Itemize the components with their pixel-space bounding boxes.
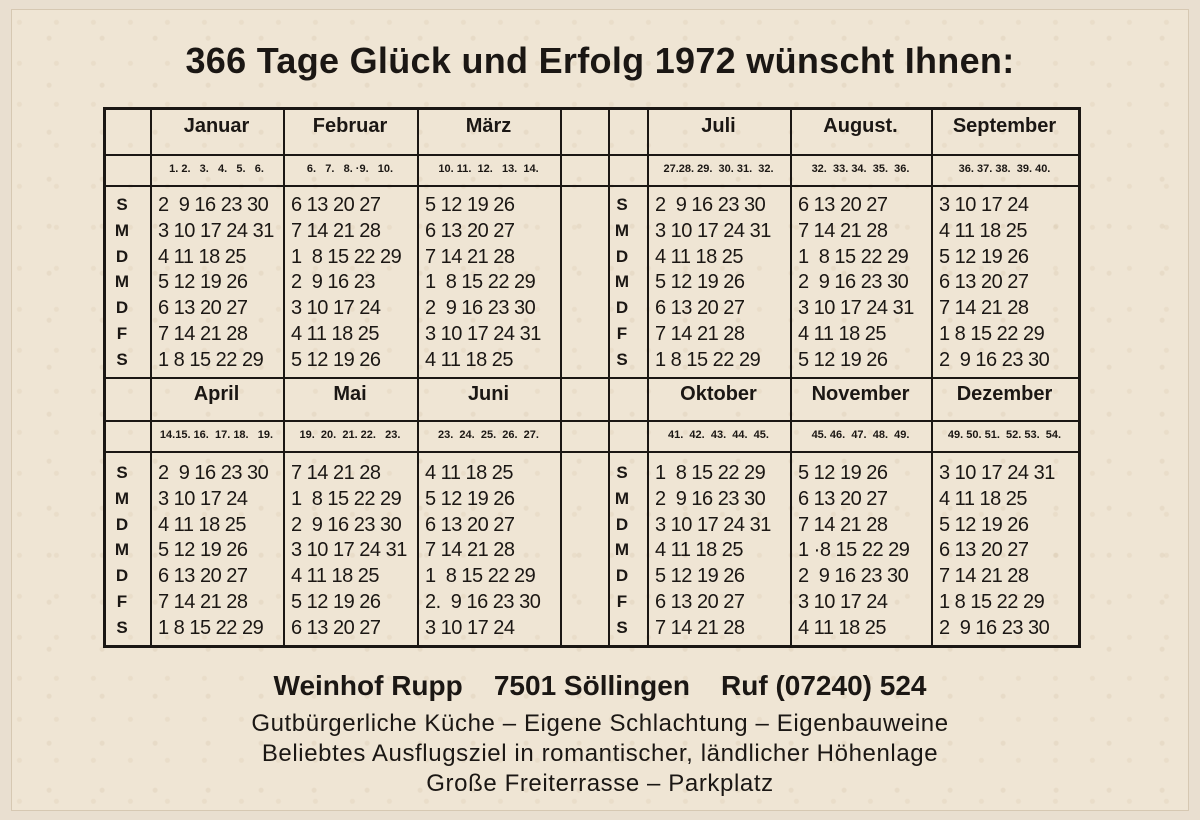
day-dates-row: 6 13 20 27: [291, 194, 381, 216]
day-dates-row: 1 8 15 22 29: [158, 616, 264, 639]
weekday-label: D: [615, 298, 629, 318]
footer-line-1: Gutbürgerliche Küche – Eigene Schlachtung – Eigenbauweine: [251, 710, 949, 737]
day-dates-row: 5 12 19 26: [425, 194, 515, 216]
grid-horizontal-divider: [106, 185, 1078, 187]
day-dates-row: 6 13 20 27: [655, 297, 745, 320]
day-dates-row: 1 8 15 22 29: [798, 245, 909, 268]
day-dates-row: 3 10 17 24 31: [798, 297, 914, 320]
week-numbers: 14.15. 16. 17. 18. 19.: [159, 429, 274, 441]
day-dates-row: 4 11 18 25: [655, 245, 744, 268]
day-dates-row: 4 11 18 25: [798, 616, 887, 639]
day-dates-row: 7 14 21 28: [655, 323, 745, 345]
day-dates-row: 2 9 16 23 30: [425, 297, 536, 320]
day-dates-row: 7 14 21 28: [655, 616, 745, 639]
day-dates-row: 3 10 17 24: [425, 616, 515, 639]
day-dates-row: 2 9 16 23 30: [655, 487, 766, 510]
footer-line-2: Beliebtes Ausflugsziel in romantischer, ländlicher Höhenlage: [261, 740, 939, 767]
month-name: Januar: [183, 115, 250, 137]
day-dates-row: 1 8 15 22 29: [158, 348, 264, 371]
day-dates-row: 5 12 19 26: [939, 513, 1029, 536]
day-dates-row: 3 10 17 24: [939, 194, 1029, 216]
day-dates-row: 5 12 19 26: [158, 271, 248, 294]
day-dates-row: 7 14 21 28: [158, 323, 248, 345]
day-dates-row: 4 11 18 25: [291, 565, 380, 588]
day-dates-row: 6 13 20 27: [158, 297, 248, 320]
day-dates-row: 4 11 18 25: [939, 487, 1028, 510]
day-dates-row: 6 13 20 27: [939, 539, 1029, 562]
weekday-label: M: [114, 488, 130, 508]
day-dates-row: 1 8 15 22 29: [655, 348, 761, 371]
day-dates-row: 3 10 17 24: [158, 487, 248, 510]
day-dates-row: 6 13 20 27: [425, 513, 515, 536]
weekday-label: S: [116, 195, 128, 214]
weekday-label: D: [115, 298, 129, 318]
day-dates-row: 2. 9 16 23 30: [425, 591, 541, 613]
day-dates-row: 2 9 16 23: [291, 271, 375, 294]
week-numbers: 49. 50. 51. 52. 53. 54.: [947, 429, 1062, 441]
weekday-label: D: [615, 246, 629, 266]
grid-horizontal-divider: [106, 420, 1078, 422]
month-name: Februar: [312, 115, 388, 137]
day-dates-row: 3 10 17 24 31: [939, 462, 1055, 484]
weekday-label: S: [116, 463, 128, 482]
weekday-label: M: [614, 540, 630, 560]
weekday-label: F: [116, 324, 128, 343]
day-dates-row: 1 8 15 22 29: [655, 462, 766, 484]
day-dates-row: 7 14 21 28: [939, 565, 1029, 588]
weekday-label: D: [115, 566, 129, 586]
day-dates-row: 6 13 20 27: [158, 565, 248, 588]
day-dates-row: 5 12 19 26: [655, 565, 745, 588]
week-numbers: 6. 7. 8. ·9. 10.: [306, 163, 394, 175]
day-dates-row: 5 12 19 26: [425, 487, 515, 510]
week-numbers: 41. 42. 43. 44. 45.: [668, 429, 769, 441]
day-dates-row: 2 9 16 23 30: [939, 348, 1050, 371]
month-name: März: [465, 115, 512, 137]
day-dates-row: 4 11 18 25: [655, 539, 744, 562]
weekday-label: M: [114, 540, 130, 560]
day-dates-row: 3 10 17 24: [291, 297, 381, 320]
day-dates-row: 1 8 15 22 29: [425, 271, 536, 294]
weekday-label: M: [614, 272, 630, 292]
day-dates-row: 4 11 18 25: [425, 348, 514, 371]
day-dates-row: 3 10 17 24 31: [291, 539, 407, 562]
day-dates-row: 3 10 17 24: [798, 591, 888, 613]
day-dates-row: 7 14 21 28: [425, 245, 515, 268]
weekday-label: D: [115, 246, 129, 266]
month-name: August.: [823, 115, 898, 137]
day-dates-row: 7 14 21 28: [291, 219, 381, 242]
week-numbers: 10. 11. 12. 13. 14.: [438, 163, 539, 175]
weekday-label: S: [616, 195, 628, 214]
day-dates-row: 6 13 20 27: [798, 194, 888, 216]
day-dates-row: 7 14 21 28: [425, 539, 515, 562]
weekday-label: M: [114, 272, 130, 292]
day-dates-row: 5 12 19 26: [798, 348, 888, 371]
week-numbers: 32. 33. 34. 35. 36.: [811, 163, 910, 175]
week-numbers: 23. 24. 25. 26. 27.: [438, 429, 539, 441]
grid-horizontal-divider: [106, 377, 1078, 379]
week-numbers: 19. 20. 21. 22. 23.: [299, 429, 401, 441]
day-dates-row: 7 14 21 28: [158, 591, 248, 613]
day-dates-row: 6 13 20 27: [939, 271, 1029, 294]
day-dates-row: 5 12 19 26: [291, 348, 381, 371]
day-dates-row: 4 11 18 25: [158, 513, 247, 536]
day-dates-row: 1 ·8 15 22 29: [798, 539, 910, 562]
grid-horizontal-divider: [106, 451, 1078, 453]
calendar-grid: [103, 107, 1081, 648]
day-dates-row: 3 10 17 24 31: [158, 219, 274, 242]
weekday-label: D: [115, 514, 129, 534]
day-dates-row: 1 8 15 22 29: [939, 323, 1045, 345]
day-dates-row: 6 13 20 27: [655, 591, 745, 613]
week-numbers: 1. 2. 3. 4. 5. 6.: [169, 163, 264, 175]
day-dates-row: 6 13 20 27: [798, 487, 888, 510]
day-dates-row: 2 9 16 23 30: [158, 462, 269, 484]
day-dates-row: 5 12 19 26: [939, 245, 1029, 268]
weekday-label: S: [616, 463, 628, 482]
day-dates-row: 2 9 16 23 30: [939, 616, 1050, 639]
month-name: November: [811, 383, 910, 405]
day-dates-row: 4 11 18 25: [939, 219, 1028, 242]
weekday-label: D: [615, 514, 629, 534]
day-dates-row: 7 14 21 28: [798, 219, 888, 242]
weekday-label: M: [614, 488, 630, 508]
grid-horizontal-divider: [106, 154, 1078, 156]
weekday-label: S: [116, 349, 128, 369]
weekday-label: M: [114, 220, 130, 240]
day-dates-row: 2 9 16 23 30: [655, 194, 766, 216]
day-dates-row: 1 8 15 22 29: [425, 565, 536, 588]
week-numbers: 36. 37. 38. 39. 40.: [958, 163, 1051, 175]
day-dates-row: 7 14 21 28: [939, 297, 1029, 320]
month-name: Mai: [333, 383, 367, 405]
business-contact: Weinhof Rupp 7501 Söllingen Ruf (07240) 524: [273, 670, 927, 701]
month-name: Juli: [701, 115, 736, 137]
day-dates-row: 5 12 19 26: [291, 591, 381, 613]
day-dates-row: 4 11 18 25: [425, 462, 514, 484]
day-dates-row: 7 14 21 28: [291, 462, 381, 484]
day-dates-row: 6 13 20 27: [425, 219, 515, 242]
month-name: Oktober: [680, 383, 757, 405]
month-name: Dezember: [956, 383, 1053, 405]
day-dates-row: 1 8 15 22 29: [939, 591, 1045, 613]
week-numbers: 27.28. 29. 30. 31. 32.: [663, 163, 774, 175]
day-dates-row: 5 12 19 26: [655, 271, 745, 294]
day-dates-row: 3 10 17 24 31: [655, 219, 771, 242]
month-name: April: [193, 383, 240, 405]
weekday-label: S: [616, 349, 628, 369]
weekday-label: S: [616, 617, 628, 637]
day-dates-row: 3 10 17 24 31: [425, 323, 541, 345]
day-dates-row: 6 13 20 27: [291, 616, 381, 639]
weekday-label: S: [116, 617, 128, 637]
day-dates-row: 2 9 16 23 30: [291, 513, 402, 536]
weekday-label: F: [616, 324, 628, 343]
weekday-label: F: [116, 592, 128, 611]
weekday-label: F: [616, 592, 628, 611]
month-name: Juni: [467, 383, 510, 405]
footer-line-3: Große Freiterrasse – Parkplatz: [426, 770, 774, 797]
day-dates-row: 3 10 17 24 31: [655, 513, 771, 536]
day-dates-row: 2 9 16 23 30: [798, 271, 909, 294]
day-dates-row: 5 12 19 26: [798, 462, 888, 484]
day-dates-row: 2 9 16 23 30: [158, 194, 269, 216]
weekday-label: M: [614, 220, 630, 240]
week-numbers: 45. 46. 47. 48. 49.: [811, 429, 910, 441]
day-dates-row: 2 9 16 23 30: [798, 565, 909, 588]
day-dates-row: 4 11 18 25: [291, 323, 380, 345]
month-name: September: [952, 115, 1057, 137]
day-dates-row: 7 14 21 28: [798, 513, 888, 536]
day-dates-row: 4 11 18 25: [158, 245, 247, 268]
headline: 366 Tage Glück und Erfolg 1972 wünscht Ihnen:: [185, 40, 1015, 81]
weekday-label: D: [615, 566, 629, 586]
day-dates-row: 1 8 15 22 29: [291, 245, 402, 268]
day-dates-row: 5 12 19 26: [158, 539, 248, 562]
day-dates-row: 4 11 18 25: [798, 323, 887, 345]
day-dates-row: 1 8 15 22 29: [291, 487, 402, 510]
